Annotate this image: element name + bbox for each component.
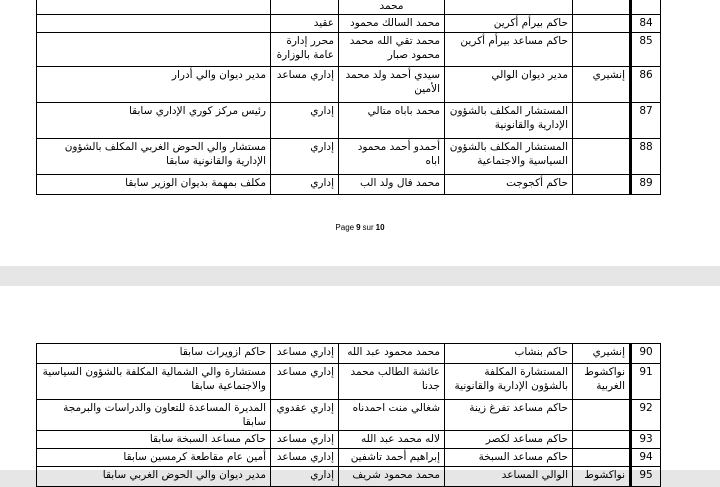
category-cell	[271, 0, 339, 15]
previous-post-cell: مدير ديوان والي الحوض الغربي سابقا	[37, 467, 271, 487]
table-row	[37, 467, 661, 487]
institution-cell: نواكشوط الغربية	[573, 364, 631, 400]
previous-post-cell	[37, 0, 271, 15]
name-cell: محمد محمود شريف	[339, 467, 445, 487]
row-number: 86	[631, 67, 661, 103]
name-cell: محمد باباه متالي	[339, 103, 445, 139]
row-number: 84	[631, 15, 661, 33]
table-row	[37, 139, 661, 175]
footer-sur-word: sur	[362, 223, 374, 232]
table-row	[37, 449, 661, 467]
post-cell	[445, 0, 573, 15]
page-gap	[0, 266, 720, 286]
institution-cell	[573, 175, 631, 195]
category-cell: إداري مساعد	[271, 449, 339, 467]
row-number: 89	[631, 175, 661, 195]
row-number: 87	[631, 103, 661, 139]
table-row	[37, 431, 661, 449]
post-cell: حاكم مساعد تفرغ زينة	[445, 400, 573, 431]
name-cell: محمد تقي الله محمد محمود صبار	[339, 33, 445, 67]
post-cell: حاكم مساعد السبخة	[445, 449, 573, 467]
institution-cell: إنشيري	[573, 344, 631, 364]
institution-cell	[573, 400, 631, 431]
row-number	[631, 0, 661, 15]
name-cell: سيدي أحمد ولد محمد الأمين	[339, 67, 445, 103]
previous-post-cell: حاكم ازويرات سابقا	[37, 344, 271, 364]
row-number: 93	[631, 431, 661, 449]
footer-page-number: 9	[356, 223, 361, 232]
table-row	[37, 15, 661, 33]
category-cell: إداري	[271, 175, 339, 195]
document-page-10	[0, 286, 720, 481]
post-cell: المستشار المكلف بالشؤون السياسية والاجتماعية	[445, 139, 573, 175]
post-cell: المستشارة المكلفة بالشؤون الإدارية والقانونية	[445, 364, 573, 400]
category-cell: إداري	[271, 467, 339, 487]
name-cell: محمد	[339, 0, 445, 15]
previous-post-cell: أمين عام مقاطعة كرمسين سابقا	[37, 449, 271, 467]
previous-post-cell: رئيس مركز كوري الإداري سابقا	[37, 103, 271, 139]
institution-cell	[573, 431, 631, 449]
institution-cell	[573, 449, 631, 467]
post-cell: المستشار المكلف بالشؤون الإدارية والقانونية	[445, 103, 573, 139]
name-cell: لاله محمد عبد الله	[339, 431, 445, 449]
row-number: 95	[631, 467, 661, 487]
post-cell: حاكم بنشاب	[445, 344, 573, 364]
footer-page-word: Page	[335, 223, 355, 232]
category-cell: عقيد	[271, 15, 339, 33]
name-cell: أحمدو أحمد محمود اباه	[339, 139, 445, 175]
post-cell: مدير ديوان الوالي	[445, 67, 573, 103]
row-number: 85	[631, 33, 661, 67]
appointments-table-bottom	[36, 343, 661, 487]
row-number: 88	[631, 139, 661, 175]
category-cell: إداري مساعد	[271, 67, 339, 103]
previous-post-cell: المديرة المساعدة للتعاون والدراسات والبرمجة سابقا	[37, 400, 271, 431]
row-number: 92	[631, 400, 661, 431]
table-row	[37, 33, 661, 67]
previous-post-cell: مدير ديوان والي أدرار	[37, 67, 271, 103]
post-cell: الوالي المساعد	[445, 467, 573, 487]
institution-cell	[573, 103, 631, 139]
institution-cell	[573, 33, 631, 67]
table-row	[37, 400, 661, 431]
table-row	[37, 0, 661, 15]
name-cell: إبراهيم أحمد تاشفين	[339, 449, 445, 467]
post-cell: حاكم بيرأم أكرين	[445, 15, 573, 33]
row-number: 94	[631, 449, 661, 467]
table-row	[37, 103, 661, 139]
footer-total-pages: 10	[375, 223, 385, 232]
previous-post-cell	[37, 15, 271, 33]
post-cell: حاكم أكجوجت	[445, 175, 573, 195]
row-number: 91	[631, 364, 661, 400]
institution-cell	[573, 139, 631, 175]
table-row	[37, 364, 661, 400]
category-cell: إداري مساعد	[271, 364, 339, 400]
row-number: 90	[631, 344, 661, 364]
name-cell: محمد محمود عبد الله	[339, 344, 445, 364]
previous-post-cell: مستشار والي الحوض الغربي المكلف بالشؤون الإدارية والقانونية سابقا	[37, 139, 271, 175]
previous-post-cell: حاكم مساعد السبخة سابقا	[37, 431, 271, 449]
previous-post-cell: مستشارة والي الشمالية المكلفة بالشؤون السياسية والاجتماعية سابقا	[37, 364, 271, 400]
name-cell: محمد السالك محمود	[339, 15, 445, 33]
category-cell: إداري	[271, 103, 339, 139]
table-row	[37, 344, 661, 364]
previous-post-cell	[37, 33, 271, 67]
table-row	[37, 175, 661, 195]
institution-cell: نواكشوط	[573, 467, 631, 487]
institution-cell	[573, 0, 631, 15]
name-cell: شغالي منت احمدناه	[339, 400, 445, 431]
institution-cell: إنشيري	[573, 67, 631, 103]
post-cell: حاكم مساعد لكصر	[445, 431, 573, 449]
name-cell: عائشة الطالب محمد جدنا	[339, 364, 445, 400]
category-cell: إداري مساعد	[271, 344, 339, 364]
name-cell: محمد فال ولد الب	[339, 175, 445, 195]
page-footer	[0, 223, 720, 232]
category-cell: إداري	[271, 139, 339, 175]
category-cell: محرر إدارة عامة بالوزارة	[271, 33, 339, 67]
table-row	[37, 67, 661, 103]
category-cell: إداري عقدوي	[271, 400, 339, 431]
post-cell: حاكم مساعد بيرأم أكرين	[445, 33, 573, 67]
previous-post-cell: مكلف بمهمة بديوان الوزير سابقا	[37, 175, 271, 195]
category-cell: إداري مساعد	[271, 431, 339, 449]
institution-cell	[573, 15, 631, 33]
appointments-table-top	[36, 0, 661, 195]
